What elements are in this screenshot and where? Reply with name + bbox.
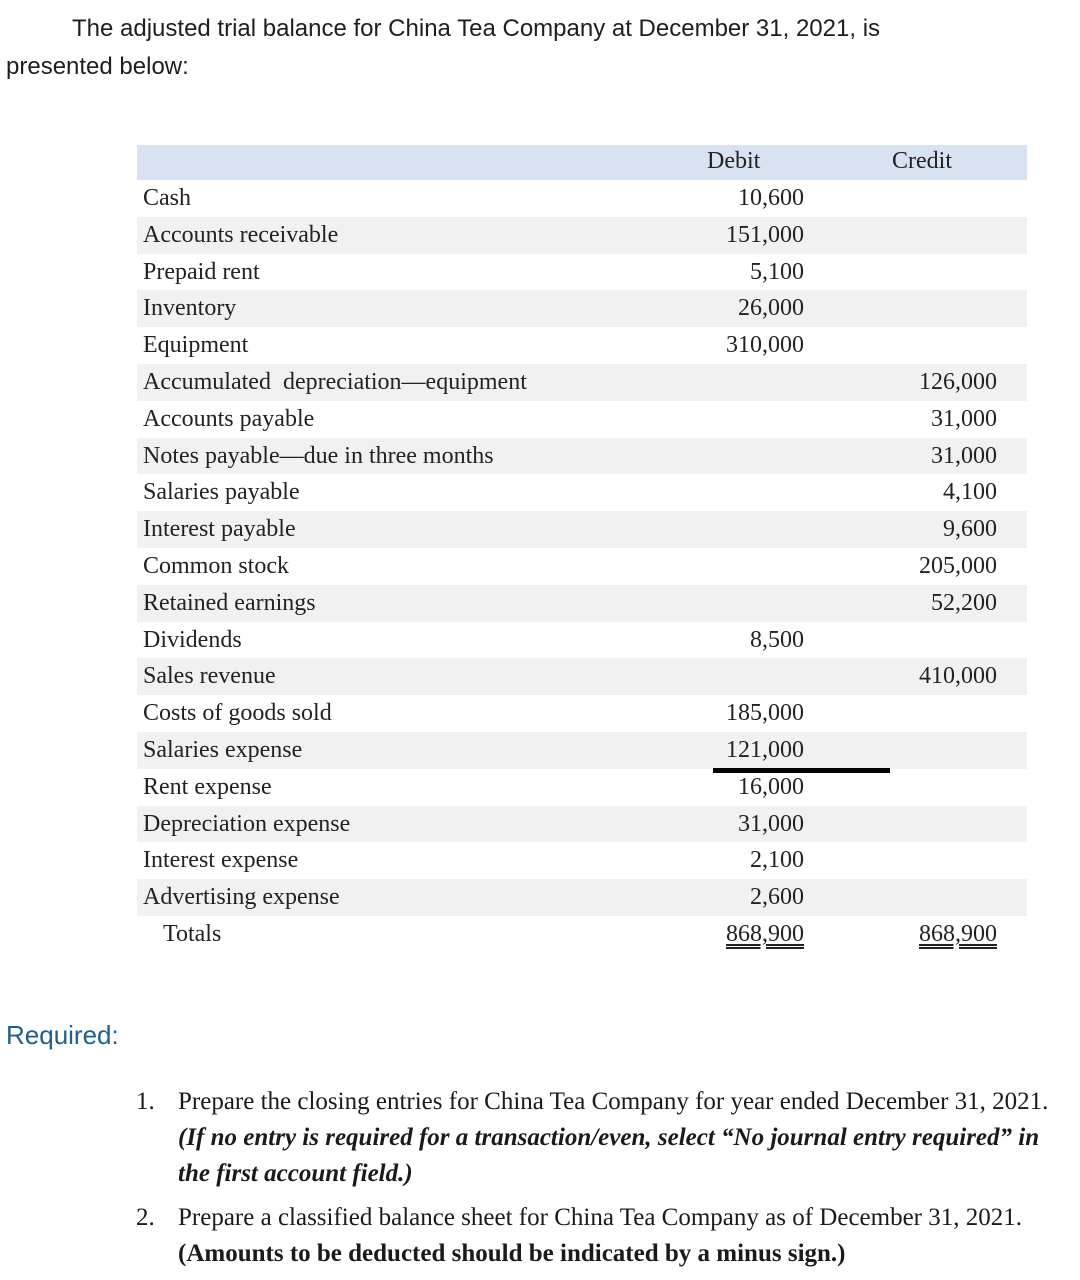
credit-amount: 9,600 (943, 516, 997, 543)
table-row (137, 254, 1027, 291)
account-name: Rent expense (143, 773, 272, 800)
account-name: Salaries payable (143, 479, 300, 506)
credit-amount: 410,000 (919, 663, 997, 690)
totals-row (137, 916, 1027, 953)
totals-label: Totals (163, 920, 222, 947)
intro-line-2: presented below: (6, 53, 189, 80)
debit-amount: 26,000 (738, 295, 804, 322)
account-name: Retained earnings (143, 589, 316, 616)
debit-amount: 16,000 (738, 773, 804, 800)
list-item (136, 1084, 1076, 1192)
credit-amount: 205,000 (919, 552, 997, 579)
credit-column-header: Credit (892, 148, 952, 174)
credit-amount: 126,000 (919, 368, 997, 395)
table-row (137, 695, 1027, 732)
item-number: 2. (136, 1204, 155, 1231)
table-row (137, 842, 1027, 879)
table-row (137, 180, 1027, 217)
total-credit: 868,900 (919, 920, 997, 947)
account-name: Common stock (143, 552, 290, 579)
debit-amount: 121,000 (726, 736, 804, 763)
account-name: Interest payable (143, 516, 296, 543)
item-number: 1. (136, 1088, 155, 1115)
table-header (137, 145, 1027, 180)
debit-amount: 8,500 (750, 626, 804, 653)
account-name: Accounts payable (143, 405, 315, 432)
credit-amount: 31,000 (931, 405, 997, 432)
trial-balance-table (137, 145, 1027, 953)
account-name: Accounts receivable (143, 221, 339, 248)
item-text: Prepare a classified balance sheet for China Tea Company as of December 31, 2021. (178, 1204, 1023, 1231)
account-name: Inventory (143, 295, 237, 322)
required-list (136, 1084, 1076, 1280)
debit-amount: 151,000 (726, 221, 804, 248)
account-name: Notes payable—due in three months (143, 442, 494, 469)
account-name: Salaries expense (143, 736, 303, 763)
table-row (137, 622, 1027, 659)
account-name: Advertising expense (143, 884, 340, 911)
account-name: Prepaid rent (143, 258, 260, 285)
account-name: Costs of goods sold (143, 700, 332, 727)
table-row (137, 401, 1027, 438)
table-row (137, 217, 1027, 254)
intro-text (6, 10, 1006, 86)
item-instruction: (If no entry is required for a transaction/even, select “No journal entry required” in the first account field.) (178, 1124, 1040, 1187)
required-heading: Required: (6, 1020, 119, 1050)
table-body (137, 180, 1027, 916)
item-instruction: (Amounts to be deducted should be indicated by a minus sign.) (178, 1240, 846, 1267)
debit-column-header: Debit (707, 148, 761, 174)
table-row (137, 806, 1027, 843)
debit-amount: 2,100 (750, 847, 804, 874)
table-row (137, 290, 1027, 327)
table-row (137, 732, 1027, 769)
credit-amount: 31,000 (931, 442, 997, 469)
total-debit: 868,900 (726, 920, 804, 947)
account-name: Sales revenue (143, 663, 276, 690)
table-row (137, 364, 1027, 401)
table-row (137, 438, 1027, 475)
account-name: Accumulated depreciation—equipment (143, 368, 527, 395)
totals-rule (713, 768, 890, 773)
list-item (136, 1200, 1076, 1272)
table-row (137, 474, 1027, 511)
credit-amount: 4,100 (943, 479, 997, 506)
intro-line-1: The adjusted trial balance for China Tea Company at December 31, 2021, is (72, 15, 881, 42)
debit-amount: 31,000 (738, 810, 804, 837)
account-name: Equipment (143, 332, 249, 359)
table-row (137, 511, 1027, 548)
table-row (137, 769, 1027, 806)
account-name: Depreciation expense (143, 810, 351, 837)
account-name: Dividends (143, 626, 242, 653)
table-row (137, 879, 1027, 916)
account-name: Interest expense (143, 847, 299, 874)
debit-amount: 185,000 (726, 700, 804, 727)
table-row (137, 548, 1027, 585)
debit-amount: 5,100 (750, 258, 804, 285)
item-text: Prepare the closing entries for China Tea Company for year ended December 31, 2021. (178, 1088, 1049, 1115)
credit-amount: 52,200 (931, 589, 997, 616)
debit-amount: 2,600 (750, 884, 804, 911)
debit-amount: 310,000 (726, 332, 804, 359)
table-row (137, 658, 1027, 695)
account-name: Cash (143, 185, 191, 211)
table-row (137, 585, 1027, 622)
table-row (137, 327, 1027, 364)
debit-amount: 10,600 (738, 185, 804, 211)
